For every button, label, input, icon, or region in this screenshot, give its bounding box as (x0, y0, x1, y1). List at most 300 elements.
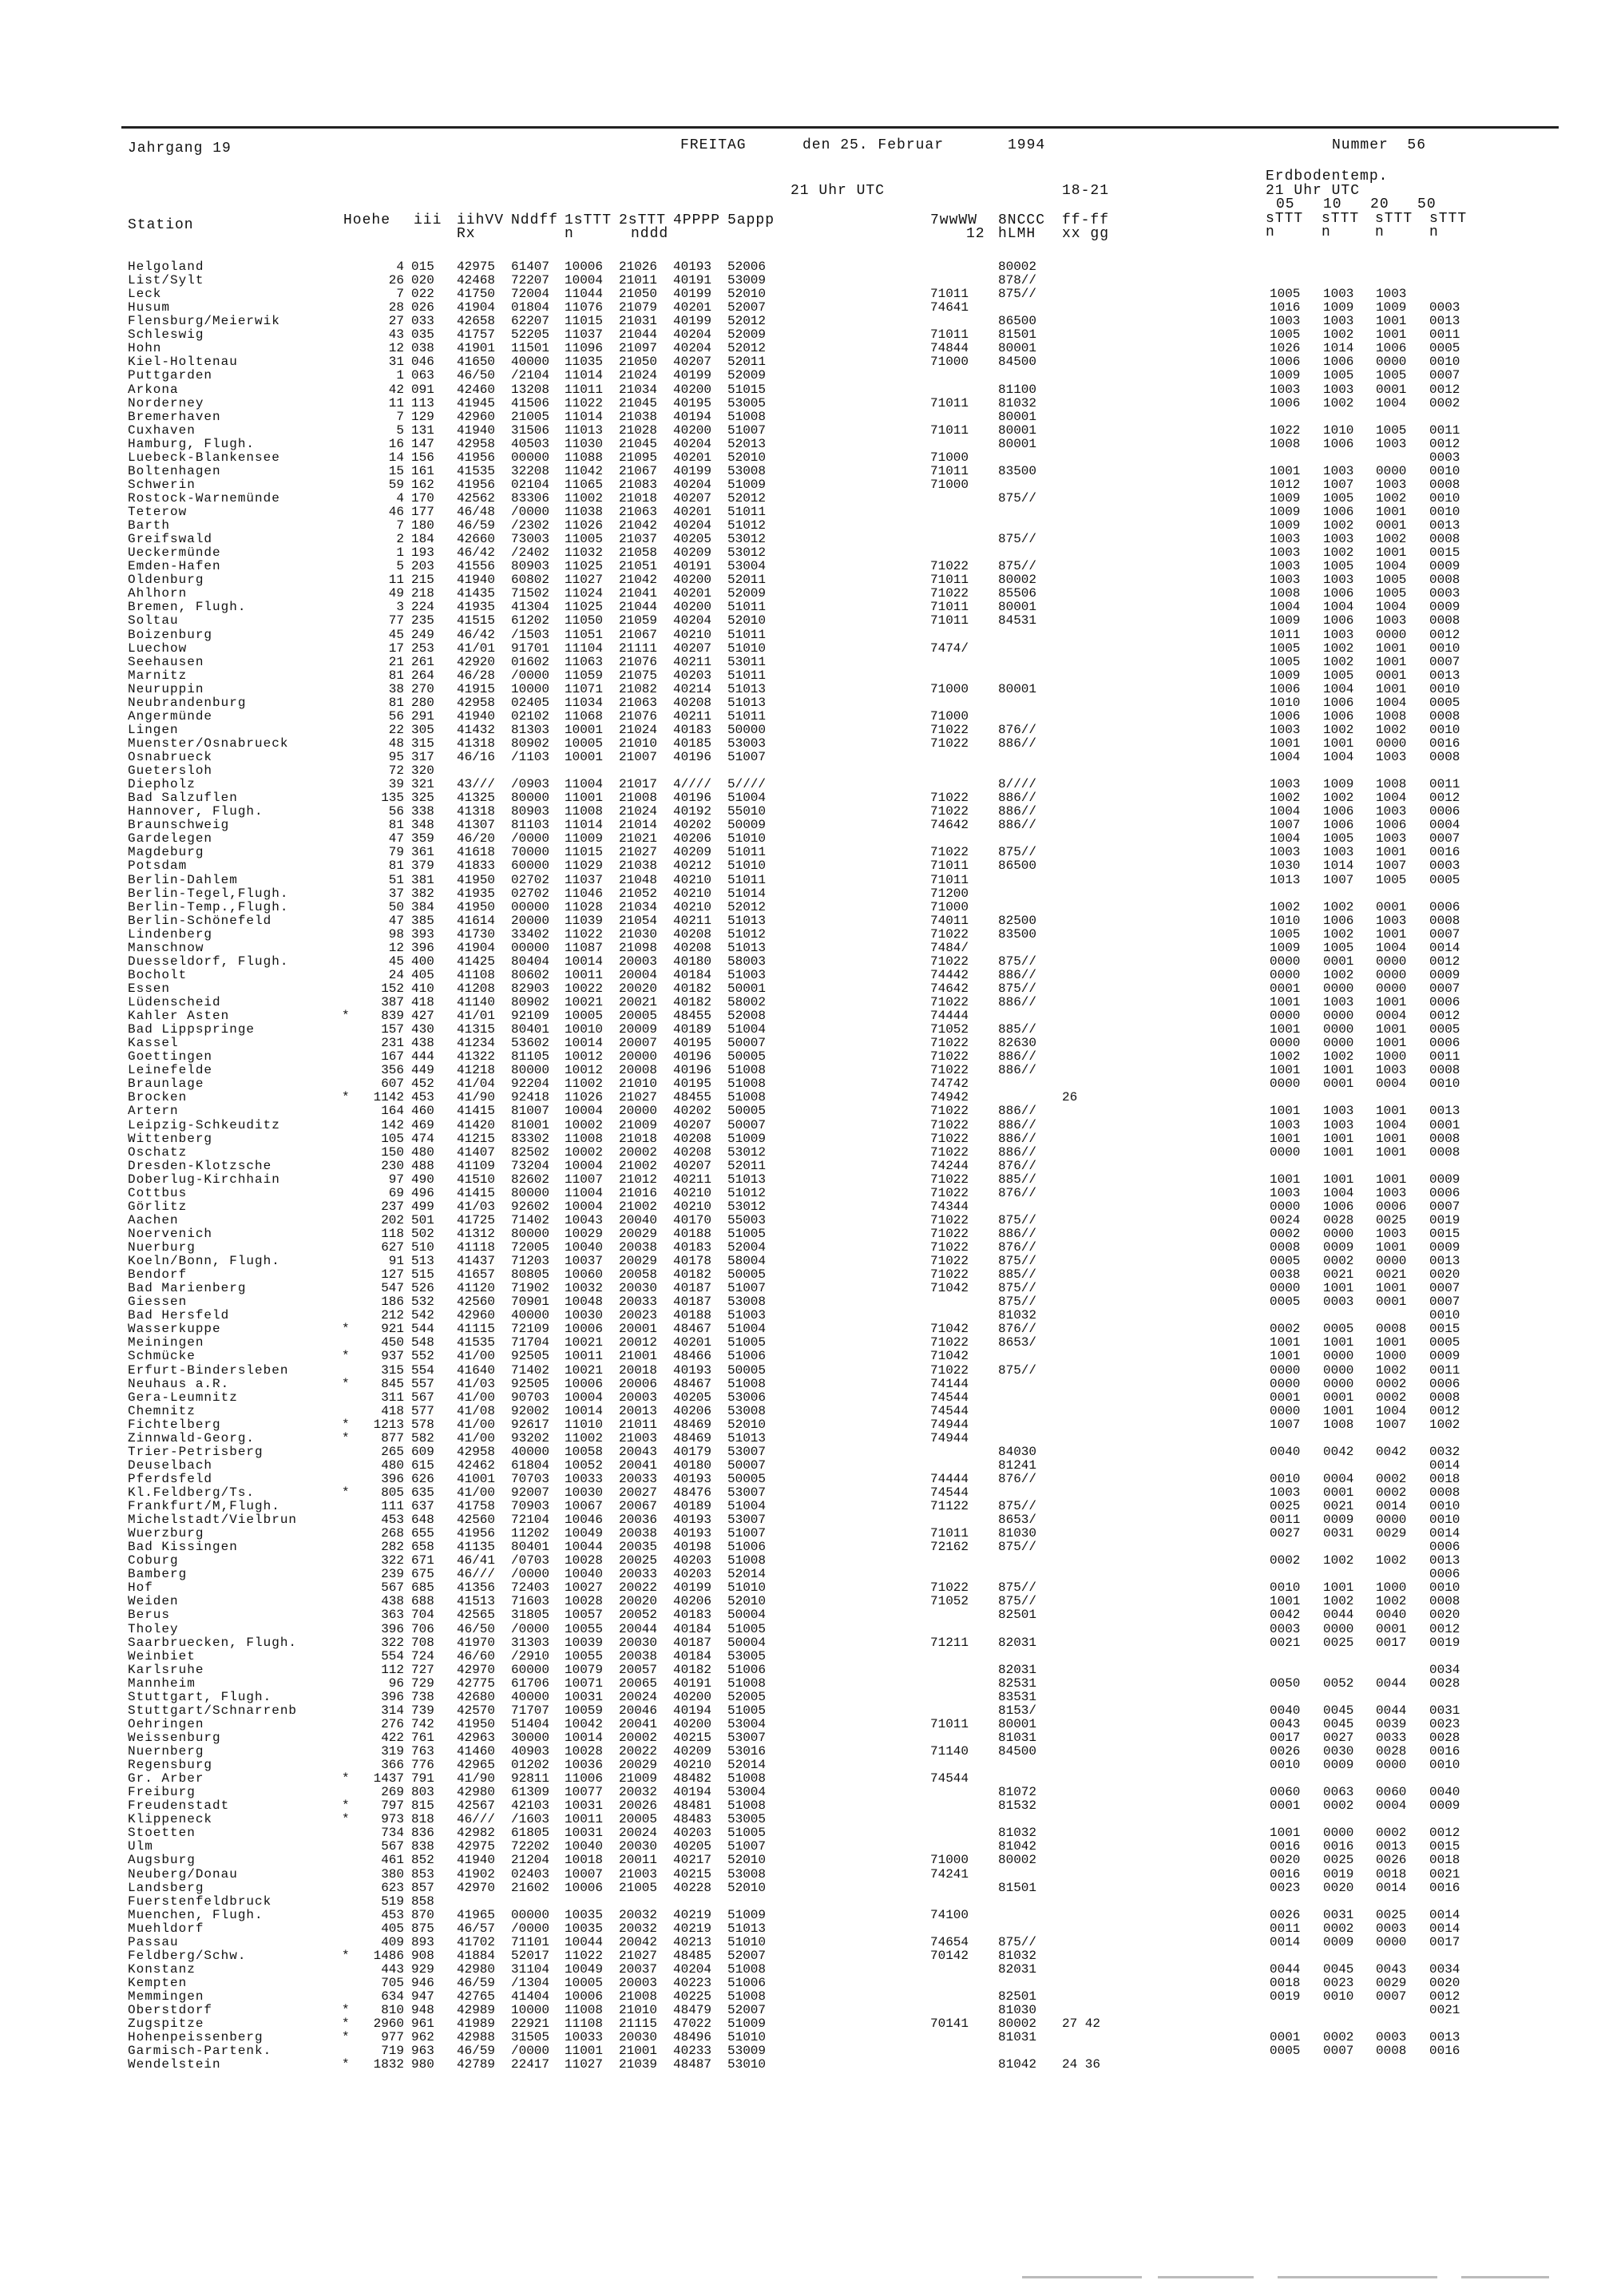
cloud-group: 81501 (998, 1880, 1037, 1895)
weather-group: 71022 (930, 1226, 969, 1241)
weather-group: 71000 (930, 477, 969, 492)
station-name: Bendorf (128, 1267, 188, 1283)
weather-group: 71052 (930, 1594, 969, 1609)
nddff-group: 92617 (511, 1417, 550, 1432)
tendency-group: 51008 (727, 1771, 767, 1786)
tendency-group: 52011 (727, 355, 767, 370)
weather-group: 71011 (930, 395, 969, 410)
weather-group: 71000 (930, 1853, 969, 1868)
soil-temp-10: 1006 (1323, 708, 1354, 724)
soil-temp-50: 0003 (1429, 586, 1460, 601)
station-name: Artern (128, 1104, 179, 1119)
station-id: 685 (411, 1580, 434, 1596)
cloud-group: 875// (998, 1594, 1037, 1609)
soil-temp-50: 0010 (1429, 1308, 1460, 1323)
pressure-group: 40204 (673, 436, 712, 451)
nddff-group: 72004 (511, 287, 550, 302)
cloud-group: 886// (998, 791, 1037, 806)
soil-temp-10: 1006 (1323, 913, 1354, 928)
pressure-group: 40211 (673, 708, 712, 724)
soil-temp-20: 0000 (1376, 355, 1407, 370)
tendency-group: 53004 (727, 1716, 767, 1731)
max-temp-group: 11005 (565, 532, 604, 547)
soil-temp-05: 0016 (1270, 1839, 1301, 1854)
soil-temp-20: 0008 (1376, 2044, 1407, 2059)
min-temp-group: 21024 (619, 722, 658, 737)
station-name: Oehringen (128, 1716, 204, 1731)
ihvv-group: 41945 (457, 395, 496, 410)
weather-group: 74011 (930, 913, 969, 928)
soil-temp-10: 0023 (1323, 1975, 1354, 1990)
tendency-group: 51008 (727, 409, 767, 424)
soil-temp-10: 1001 (1323, 1144, 1354, 1160)
min-temp-group: 21038 (619, 859, 658, 874)
pressure-group: 40208 (673, 926, 712, 942)
tendency-group: 53005 (727, 1812, 767, 1827)
station-height: 387 (381, 995, 404, 1009)
soil-temp-20: 1001 (1376, 681, 1407, 696)
soil-temp-05: 1005 (1270, 926, 1301, 942)
tendency-group: 51013 (727, 681, 767, 696)
station-height: 265 (381, 1444, 404, 1459)
station-height: 12 (388, 940, 404, 955)
nddff-group: /0000 (511, 668, 550, 683)
pressure-group: 40195 (673, 1077, 712, 1092)
soil-temp-20: 0003 (1376, 2030, 1407, 2045)
max-temp-group: 10011 (565, 1349, 604, 1364)
pressure-group: 40193 (673, 1513, 712, 1528)
soil-temp-50: 0034 (1429, 1961, 1460, 1977)
soil-temp-10: 1002 (1323, 1594, 1354, 1609)
tendency-group: 58004 (727, 1254, 767, 1268)
nddff-group: /2910 (511, 1648, 550, 1664)
soil-temp-20: 1002 (1376, 532, 1407, 547)
station-id: 637 (411, 1499, 434, 1513)
min-temp-group: 20001 (619, 1322, 658, 1337)
station-height: 11 (388, 573, 404, 588)
station-height: 150 (381, 1144, 404, 1160)
cloud-group: 886// (998, 1226, 1037, 1241)
ihvv-group: 46/41 (457, 1553, 496, 1568)
pressure-group: 40207 (673, 490, 712, 506)
tendency-group: 53016 (727, 1744, 767, 1759)
soil-temp-20: 0060 (1376, 1785, 1407, 1800)
ihvv-group: 41650 (457, 355, 496, 370)
nddff-group: 00000 (511, 450, 550, 465)
max-temp-group: 10059 (565, 1703, 604, 1718)
cloud-group: 80001 (998, 1716, 1037, 1731)
tendency-group: 52014 (727, 1758, 767, 1773)
max-temp-group: 11010 (565, 1417, 604, 1432)
station-id: 738 (411, 1689, 434, 1704)
station-id: 359 (411, 831, 434, 847)
cloud-group: 81030 (998, 2003, 1037, 2017)
station-name: List/Sylt (128, 273, 204, 288)
soil-temp-10: 1001 (1323, 1580, 1354, 1596)
nddff-group: 40000 (511, 1308, 550, 1323)
soil-temp-05: 0000 (1270, 1281, 1301, 1296)
station-height: 230 (381, 1158, 404, 1173)
station-id: 348 (411, 818, 434, 833)
station-name: Boltenhagen (128, 463, 221, 478)
station-height: 16 (388, 436, 404, 451)
station-id: 838 (411, 1839, 434, 1854)
min-temp-group: 20040 (619, 1212, 658, 1227)
ihvv-group: 41556 (457, 559, 496, 574)
nddff-group: 40503 (511, 436, 550, 451)
station-name: Berlin-Tegel,Flugh. (128, 886, 289, 901)
pressure-group: 40182 (673, 1267, 712, 1283)
max-temp-group: 10021 (565, 995, 604, 1009)
station-id: 526 (411, 1281, 434, 1296)
cloud-group: 81031 (998, 1730, 1037, 1745)
weather-group: 74944 (930, 1430, 969, 1445)
soil-temp-20: 1001 (1376, 505, 1407, 519)
min-temp-group: 20038 (619, 1648, 658, 1664)
max-temp-group: 10006 (565, 260, 604, 274)
station-id: 480 (411, 1144, 434, 1160)
ihvv-group: 42789 (457, 2057, 496, 2072)
soil-temp-50: 0016 (1429, 1744, 1460, 1759)
station-height: 418 (381, 1403, 404, 1418)
tendency-group: 53008 (727, 1295, 767, 1310)
pressure-group: 40208 (673, 940, 712, 955)
min-temp-group: 21012 (619, 1172, 658, 1187)
station-height: 24 (388, 967, 404, 982)
soil-temp-10: 1002 (1323, 926, 1354, 942)
max-temp-group: 10030 (565, 1485, 604, 1500)
cloud-group: 876// (998, 1471, 1037, 1486)
max-temp-group: 10014 (565, 1403, 604, 1418)
station-height: 877 (381, 1430, 404, 1445)
weather-group: 71022 (930, 1036, 969, 1051)
soil-temp-10: 0001 (1323, 954, 1354, 969)
station-id: 235 (411, 613, 434, 629)
soil-temp-50: 0010 (1429, 1580, 1460, 1596)
soil-temp-05: 0000 (1270, 1144, 1301, 1160)
soil-temp-20: 1003 (1376, 1226, 1407, 1241)
weather-group: 71042 (930, 1322, 969, 1337)
soil-temp-50: 0005 (1429, 695, 1460, 710)
soil-temp-20: 0000 (1376, 463, 1407, 478)
min-temp-group: 20004 (619, 967, 658, 982)
soil-temp-05: 1004 (1270, 600, 1301, 615)
station-height: 363 (381, 1608, 404, 1623)
max-temp-group: 10067 (565, 1499, 604, 1513)
station-id: 853 (411, 1866, 434, 1882)
soil-temp-50: 0009 (1429, 967, 1460, 982)
pressure-group: 40205 (673, 1390, 712, 1405)
soil-temp-20: 0002 (1376, 1390, 1407, 1405)
soil-temp-20: 0002 (1376, 1826, 1407, 1841)
pressure-group: 40187 (673, 1295, 712, 1310)
pressure-group: 40201 (673, 1335, 712, 1350)
soil-temp-50: 0009 (1429, 559, 1460, 574)
station-height: 1 (396, 545, 404, 561)
soil-temp-05: 1001 (1270, 1131, 1301, 1146)
cloud-group: 876// (998, 722, 1037, 737)
station-height: 95 (388, 750, 404, 764)
station-height: 805 (381, 1485, 404, 1500)
soil-temp-20: 0000 (1376, 1254, 1407, 1268)
pressure-group: 40187 (673, 1635, 712, 1650)
station-id: 724 (411, 1648, 434, 1664)
tendency-group: 51008 (727, 1675, 767, 1691)
station-name: Bremerhaven (128, 409, 221, 424)
ihvv-group: 41950 (457, 872, 496, 887)
station-name: Puttgarden (128, 368, 213, 383)
soil-temp-50: 0007 (1429, 1199, 1460, 1214)
weather-group: 71000 (930, 681, 969, 696)
station-id: 763 (411, 1744, 434, 1759)
soil-temp-05: 1001 (1270, 1349, 1301, 1364)
soil-temp-10: 0004 (1323, 1471, 1354, 1486)
ihvv-group: 41/04 (457, 1077, 496, 1092)
soil-temp-50: 0015 (1429, 545, 1460, 561)
station-name: Seehausen (128, 654, 204, 669)
nddff-group: 80902 (511, 736, 550, 751)
cloud-group: 81100 (998, 382, 1037, 397)
col-7wwww-sub: 12 (966, 226, 985, 242)
station-id: 961 (411, 2016, 434, 2032)
station-id: 147 (411, 436, 434, 451)
soil-temp-50: 0014 (1429, 1526, 1460, 1541)
soil-temp-20: 1007 (1376, 1417, 1407, 1432)
soil-temp-20: 1004 (1376, 695, 1407, 710)
cloud-group: 886// (998, 995, 1037, 1009)
station-height: 547 (381, 1281, 404, 1296)
cloud-group: 82531 (998, 1675, 1037, 1691)
min-temp-group: 20003 (619, 1390, 658, 1405)
max-temp-group: 11022 (565, 1948, 604, 1963)
pressure-group: 48485 (673, 1948, 712, 1963)
station-height: 22 (388, 722, 404, 737)
soil-temp-20: 1001 (1376, 995, 1407, 1009)
soil-temp-20: 1004 (1376, 1117, 1407, 1132)
station-height: 81 (388, 695, 404, 710)
station-id: 381 (411, 872, 434, 887)
soil-temp-05: 0000 (1270, 1036, 1301, 1051)
mountain-marker: * (342, 1948, 350, 1963)
ihvv-group: 42980 (457, 1785, 496, 1800)
station-name: Stuttgart, Flugh. (128, 1689, 272, 1704)
station-height: 48 (388, 736, 404, 751)
soil-temp-50: 0010 (1429, 505, 1460, 519)
soil-temp-05: 1001 (1270, 1172, 1301, 1187)
station-name: Doberlug-Kirchhain (128, 1172, 280, 1187)
station-height: 634 (381, 1989, 404, 2004)
pressure-group: 48496 (673, 2030, 712, 2045)
max-temp-group: 10048 (565, 1295, 604, 1310)
ihvv-group: 41322 (457, 1049, 496, 1065)
soil-temp-50: 0018 (1429, 1853, 1460, 1868)
soil-temp-50: 0008 (1429, 532, 1460, 547)
pressure-group: 40210 (673, 872, 712, 887)
pressure-group: 40208 (673, 695, 712, 710)
soil-temp-10: 1003 (1323, 1104, 1354, 1119)
ihvv-group: 46/59 (457, 1975, 496, 1990)
max-temp-group: 10006 (565, 1376, 604, 1391)
tendency-group: 51005 (727, 1703, 767, 1718)
weather-group: 71011 (930, 463, 969, 478)
station-name: Weinbiet (128, 1648, 196, 1664)
station-height: 422 (381, 1730, 404, 1745)
station-id: 162 (411, 477, 434, 492)
soil-temp-20: 1005 (1376, 872, 1407, 887)
weather-group: 72162 (930, 1540, 969, 1555)
nddff-group: /0000 (511, 1921, 550, 1936)
weather-group: 71022 (930, 1240, 969, 1255)
min-temp-group: 21027 (619, 1090, 658, 1105)
soil-temp-05: 0000 (1270, 1362, 1301, 1378)
min-temp-group: 20000 (619, 1049, 658, 1065)
soil-temp-50: 0011 (1429, 777, 1460, 792)
station-name: Landsberg (128, 1880, 204, 1895)
nddff-group: 80902 (511, 995, 550, 1009)
station-height: 112 (381, 1662, 404, 1677)
station-height: 319 (381, 1744, 404, 1759)
tendency-group: 52010 (727, 450, 767, 465)
station-name: Luebeck-Blankensee (128, 450, 280, 465)
soil-temp-20: 0001 (1376, 899, 1407, 914)
min-temp-group: 21016 (619, 1185, 658, 1200)
cloud-group: 81241 (998, 1457, 1037, 1473)
nddff-group: 60000 (511, 859, 550, 874)
min-temp-group: 20030 (619, 1281, 658, 1296)
pressure-group: 48467 (673, 1322, 712, 1337)
station-height: 45 (388, 954, 404, 969)
tendency-group: 53012 (727, 532, 767, 547)
max-temp-group: 11029 (565, 859, 604, 874)
soil-temp-05: 0001 (1270, 981, 1301, 996)
nddff-group: 11202 (511, 1526, 550, 1541)
tendency-group: 51004 (727, 1322, 767, 1337)
station-height: 623 (381, 1880, 404, 1895)
ihvv-group: 42560 (457, 1513, 496, 1528)
soil-temp-50: 0008 (1429, 1131, 1460, 1146)
min-temp-group: 20052 (619, 1608, 658, 1623)
pressure-group: 40196 (673, 791, 712, 806)
station-name: Helgoland (128, 260, 204, 274)
soil-temp-05: 1002 (1270, 1049, 1301, 1065)
weather-group: 71022 (930, 845, 969, 860)
station-name: Muehldorf (128, 1921, 204, 1936)
station-id: 870 (411, 1907, 434, 1922)
soil-temp-20: 1001 (1376, 1036, 1407, 1051)
max-temp-group: 11042 (565, 463, 604, 478)
nddff-group: 92418 (511, 1090, 550, 1105)
station-name: Bad Lippspringe (128, 1022, 256, 1037)
soil-temp-05: 1004 (1270, 804, 1301, 819)
tendency-group: 51013 (727, 1172, 767, 1187)
min-temp-group: 20043 (619, 1444, 658, 1459)
station-id: 776 (411, 1758, 434, 1773)
station-name: Zugspitze (128, 2016, 204, 2032)
soil-temp-20: 1003 (1376, 287, 1407, 302)
min-temp-group: 21075 (619, 668, 658, 683)
weather-group: 71022 (930, 736, 969, 751)
tendency-group: 50007 (727, 1457, 767, 1473)
station-height: 443 (381, 1961, 404, 1977)
tendency-group: 53004 (727, 1785, 767, 1800)
ihvv-group: 46/// (457, 1567, 496, 1582)
max-temp-group: 10040 (565, 1240, 604, 1255)
soil-temp-20: 0017 (1376, 1635, 1407, 1650)
soil-temp-10: 1001 (1323, 1281, 1354, 1296)
station-name: Gr. Arber (128, 1771, 204, 1786)
cloud-group: 80002 (998, 1853, 1037, 1868)
nddff-group: 21005 (511, 409, 550, 424)
mountain-marker: * (342, 1090, 350, 1105)
soil-temp-10: 1002 (1323, 654, 1354, 669)
station-height: 47 (388, 831, 404, 847)
ihvv-group: 41425 (457, 954, 496, 969)
nddff-group: 92505 (511, 1376, 550, 1391)
station-height: 607 (381, 1077, 404, 1092)
tendency-group: 51006 (727, 1349, 767, 1364)
pressure-group: 40201 (673, 300, 712, 315)
soil-temp-10: 1009 (1323, 777, 1354, 792)
nddff-group: 02702 (511, 872, 550, 887)
tendency-group: 52005 (727, 1689, 767, 1704)
ihvv-group: 41901 (457, 341, 496, 356)
station-id: 490 (411, 1172, 434, 1187)
ihvv-group: 42963 (457, 1730, 496, 1745)
weather-group: 74444 (930, 1009, 969, 1023)
station-id: 131 (411, 422, 434, 438)
max-temp-group: 10010 (565, 1022, 604, 1037)
min-temp-group: 20030 (619, 2030, 658, 2045)
weather-group: 71042 (930, 1349, 969, 1364)
nddff-group: 80404 (511, 954, 550, 969)
soil-temp-10: 1006 (1323, 355, 1354, 370)
station-name: Konstanz (128, 1961, 196, 1977)
weather-group: 74544 (930, 1390, 969, 1405)
nddff-group: 51404 (511, 1716, 550, 1731)
nddff-group: 81001 (511, 1117, 550, 1132)
soil-temp-20: 1006 (1376, 341, 1407, 356)
cloud-group: 8653/ (998, 1335, 1037, 1350)
soil-temp-20: 1001 (1376, 327, 1407, 343)
min-temp-group: 21076 (619, 708, 658, 724)
soil-temp-20: 0000 (1376, 954, 1407, 969)
station-id: 320 (411, 763, 434, 778)
soil-temp-50: 0014 (1429, 1921, 1460, 1936)
max-temp-group: 10058 (565, 1444, 604, 1459)
soil-temp-50: 0013 (1429, 1553, 1460, 1568)
station-id: 469 (411, 1117, 434, 1132)
soil-temp-05: 0003 (1270, 1621, 1301, 1636)
pressure-group: 40228 (673, 1880, 712, 1895)
col-soil-10: sTTT (1322, 211, 1360, 227)
soil-temp-20: 1005 (1376, 573, 1407, 588)
station-name: Neuberg/Donau (128, 1866, 238, 1882)
station-id: 113 (411, 395, 434, 410)
station-height: 839 (381, 1009, 404, 1023)
soil-temp-05: 0042 (1270, 1608, 1301, 1623)
soil-temp-05: 1007 (1270, 818, 1301, 833)
max-temp-group: 10027 (565, 1580, 604, 1596)
pressure-group: 40215 (673, 1730, 712, 1745)
soil-temp-50: 0023 (1429, 1716, 1460, 1731)
tendency-group: 51007 (727, 750, 767, 764)
cloud-group: 84500 (998, 355, 1037, 370)
max-temp-group: 10004 (565, 1104, 604, 1119)
max-temp-group: 11008 (565, 1131, 604, 1146)
min-temp-group: 21095 (619, 450, 658, 465)
station-id: 557 (411, 1376, 434, 1391)
soil-temp-10: 1002 (1323, 722, 1354, 737)
